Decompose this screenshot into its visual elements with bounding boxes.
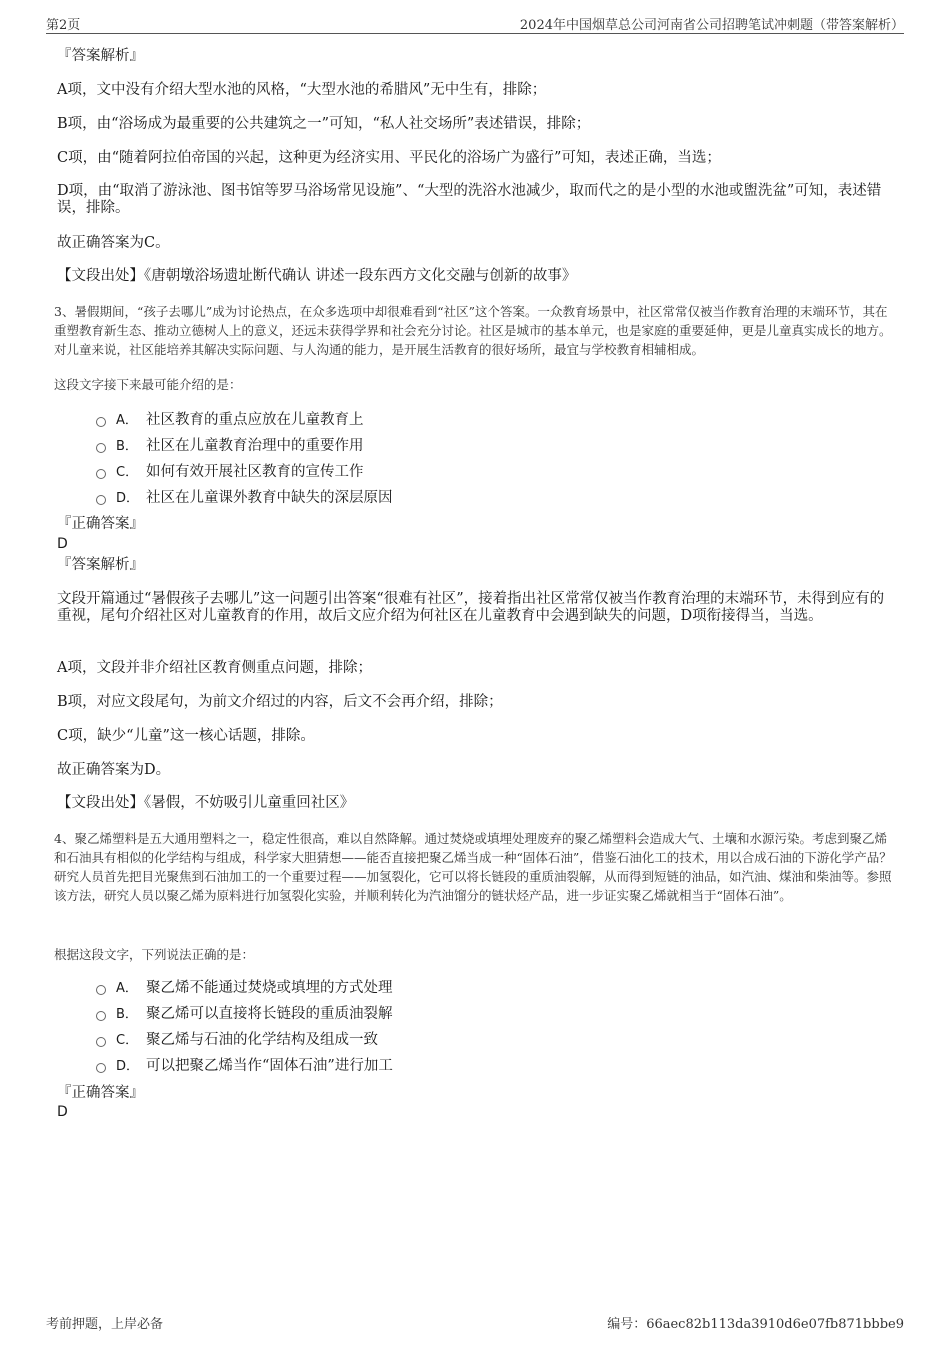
analysis-line: B项，对应文段尾句，为前文介绍过的内容，后文不会再介绍，排除；	[57, 694, 503, 710]
q3-option-b[interactable]: B． 社区在儿童教育治理中的重要作用	[96, 437, 364, 455]
header-divider	[46, 33, 904, 34]
analysis-label: 『答案解析』	[57, 557, 144, 573]
document-title: 2024年中国烟草总公司河南省公司招聘笔试冲刺题（带答案解析）	[519, 18, 904, 33]
document-id: 编号：66aec82b113da3910d6e07fb871bbbe9	[607, 1317, 904, 1332]
q3-question: 这段文字接下来最可能介绍的是：	[54, 377, 242, 392]
radio-icon[interactable]	[96, 495, 106, 505]
answer-label: 『正确答案』	[57, 1085, 144, 1101]
q4-option-d[interactable]: D． 可以把聚乙烯当作“固体石油”进行加工	[96, 1057, 393, 1075]
analysis-line: D项，由“取消了游泳池、图书馆等罗马浴场常见设施”、“大型的洗浴水池减少，取而代之的是小型的水池或盥洗盆”可知，表述错误，排除。	[57, 183, 882, 216]
answer-value: D	[57, 536, 68, 552]
radio-icon[interactable]	[96, 1011, 106, 1021]
q4-passage: 4、聚乙烯塑料是五大通用塑料之一，稳定性很高，难以自然降解。通过焚烧或填埋处理废弃的聚乙烯塑料会造成大气、土壤和水源污染。考虑到聚乙烯和石油具有相似的化学结构与组成，科学家大胆猜想——能否直接把聚乙烯当成一种“固体石油”，借鉴石油化工的技术，用以合成石油的下游化学产品？研究人员首先把目光聚焦到石油加工的一个重要过程——加氢裂化，它可以将长链段的重质油裂解，从而得到短链的油品，如汽油、煤油和柴油等。参照该方法，研究人员以聚乙烯为原料进行加氢裂化实验，并顺利转化为汽油馏分的链状烃产品，进一步证实聚乙烯就相当于“固体石油”。	[54, 831, 892, 903]
q4-option-c[interactable]: C． 聚乙烯与石油的化学结构及组成一致	[96, 1031, 378, 1049]
analysis-label: 『答案解析』	[57, 48, 144, 64]
answer-value: D	[57, 1104, 68, 1120]
page-header	[46, 14, 904, 34]
q4-option-b[interactable]: B． 聚乙烯可以直接将长链段的重质油裂解	[96, 1005, 393, 1023]
source: 【文段出处】《唐朝墩浴场遗址断代确认 讲述一段东西方文化交融与创新的故事》	[57, 268, 577, 284]
analysis-line: A项，文段并非介绍社区教育侧重点问题，排除；	[57, 660, 372, 676]
conclusion: 故正确答案为D。	[57, 762, 171, 778]
q3-option-d[interactable]: D． 社区在儿童课外教育中缺失的深层原因	[96, 489, 393, 507]
radio-icon[interactable]	[96, 469, 106, 479]
analysis-line: B项，由“浴场成为最重要的公共建筑之一”可知，“私人社交场所”表述错误，排除；	[57, 116, 591, 132]
q4-question: 根据这段文字，下列说法正确的是：	[54, 947, 255, 962]
answer-label: 『正确答案』	[57, 516, 144, 532]
q3-option-a[interactable]: A． 社区教育的重点应放在儿童教育上	[96, 411, 364, 429]
q3-passage: 3、暑假期间，“孩子去哪儿”成为讨论热点，在众多选项中却很难看到“社区”这个答案。一众教育场景中，社区常常仅被当作教育治理的末端环节，其在重塑教育新生态、推动立德树人上的意义，还远未获得学界和社会充分讨论。社区是城市的基本单元，也是家庭的重要延伸，更是儿童真实成长的地方。对儿童来说，社区能培养其解决实际问题、与人沟通的能力，是开展生活教育的很好场所，最宜与学校教育相辅相成。	[54, 304, 892, 357]
analysis-line: C项，缺少“儿童”这一核心话题，排除。	[57, 728, 315, 744]
radio-icon[interactable]	[96, 417, 106, 427]
radio-icon[interactable]	[96, 1037, 106, 1047]
footer-slogan: 考前押题，上岸必备	[46, 1317, 164, 1332]
analysis-line: C项，由“随着阿拉伯帝国的兴起，这种更为经济实用、平民化的浴场广为盛行”可知，表述正确，当选；	[57, 150, 721, 166]
radio-icon[interactable]	[96, 443, 106, 453]
conclusion: 故正确答案为C。	[57, 235, 170, 251]
q4-option-a[interactable]: A． 聚乙烯不能通过焚烧或填埋的方式处理	[96, 979, 393, 997]
radio-icon[interactable]	[96, 985, 106, 995]
analysis-line: A项，文中没有介绍大型水池的风格，“大型水池的希腊风”无中生有，排除；	[57, 82, 547, 98]
radio-icon[interactable]	[96, 1063, 106, 1073]
page-number: 第2页	[46, 18, 81, 33]
source: 【文段出处】《暑假，不妨吸引儿童重回社区》	[57, 795, 355, 811]
q3-option-c[interactable]: C． 如何有效开展社区教育的宣传工作	[96, 463, 364, 481]
analysis-text: 文段开篇通过“暑假孩子去哪儿”这一问题引出答案“很难有社区”，接着指出社区常常仅被当作教育治理的末端环节，未得到应有的重视，尾句介绍社区对儿童教育的作用，故后文应介绍为何社区在儿童教育中会遇到缺失的问题，D项衔接得当，当选。	[57, 591, 885, 624]
